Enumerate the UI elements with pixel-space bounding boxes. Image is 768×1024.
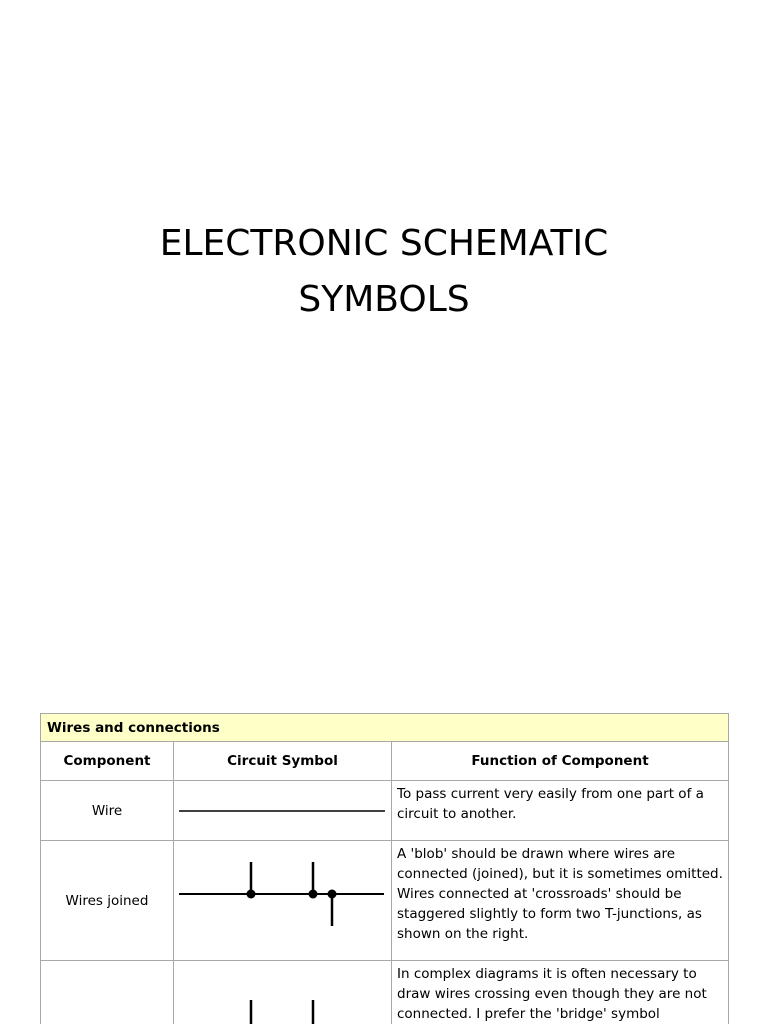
title-line-2: SYMBOLS (298, 279, 470, 321)
section-header-row (41, 714, 729, 742)
table-row (41, 961, 729, 1024)
component-cell (41, 961, 174, 1024)
column-header-row (41, 742, 729, 781)
table-row (41, 841, 729, 961)
component-cell: Wires joined (41, 841, 174, 961)
junction-blob-2 (309, 889, 318, 898)
section-header: Wires and connections (41, 714, 729, 742)
function-cell: A 'blob' should be drawn where wires are connected (joined), but it is sometimes omitted. Wires connected at 'crossroads' should be staggered slightly to form two T-junctions, as shown on the right. (392, 841, 729, 961)
table-row (41, 781, 729, 841)
wires-joined-symbol-icon (174, 842, 392, 960)
function-cell: In complex diagrams it is often necessary to draw wires crossing even though they are not connected. I prefer the 'bridge' symbol (392, 961, 729, 1024)
symbol-cell (174, 781, 392, 841)
function-cell: To pass current very easily from one part of a circuit to another. (392, 781, 729, 841)
symbols-table (40, 713, 729, 1024)
symbol-cell (174, 961, 392, 1024)
page-title (0, 216, 768, 328)
symbol-cell (174, 841, 392, 961)
header-function: Function of Component (392, 742, 729, 781)
title-line-1: ELECTRONIC SCHEMATIC (159, 223, 609, 265)
header-component: Component (41, 742, 174, 781)
wire-symbol-icon (174, 782, 392, 840)
header-circuit-symbol: Circuit Symbol (174, 742, 392, 781)
component-cell: Wire (41, 781, 174, 841)
wires-crossing-symbol-icon (174, 962, 392, 1024)
symbols-table-container (40, 713, 728, 1024)
junction-blob-1 (247, 889, 256, 898)
junction-blob-3 (328, 889, 337, 898)
